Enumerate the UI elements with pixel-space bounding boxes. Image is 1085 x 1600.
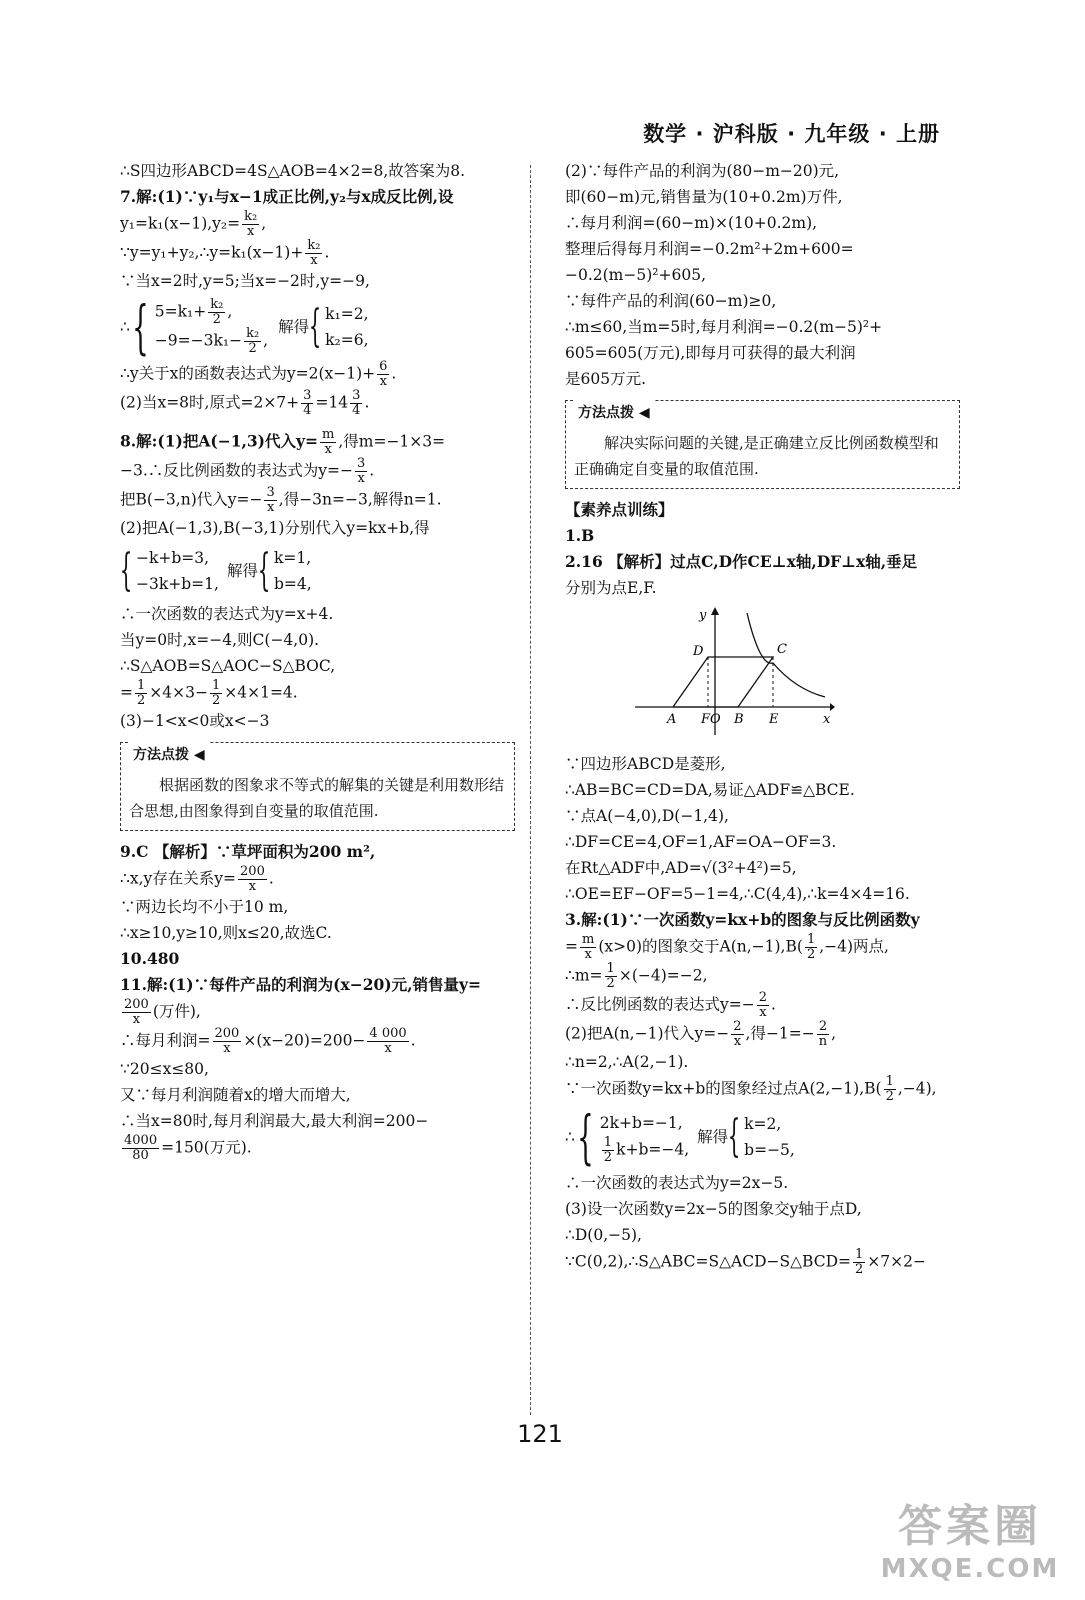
text-line: ∴S四边形ABCD=4S△AOB=4×2=8,故答案为8. (120, 162, 466, 180)
right-column (565, 158, 960, 1277)
tip-body: 解决实际问题的关键,是正确建立反比例函数模型和正确确定自变量的取值范围. (574, 434, 939, 478)
q11-line: 又∵每月利润随着x的增大而增大, (120, 1086, 351, 1104)
fraction: $\frac{\text{k₂}}{x}$ (307, 238, 321, 268)
s1-line: 1.B (565, 526, 595, 545)
equation-system: ∴ { 5=k₁+ $\frac{\text{k₂}}{2}$ , −9=−3k₁− $\frac{\text{k₂}}{2}$ , 解得 { k₁=2, k₂=6, (120, 293, 369, 361)
q8-line: ∴一次函数的表达式为y=x+4. (120, 605, 334, 623)
y-axis-arrow (711, 607, 719, 615)
label-d: D (693, 644, 704, 659)
s2-line: ∴OE=EF−OF=5−1=4,∴C(4,4),∴k=4×4=16. (565, 885, 910, 903)
s2-line: ∵点A(−4,0),D(−1,4), (565, 807, 729, 825)
q11-line: $\frac{4000}{80}$ =150(万元). (124, 1133, 252, 1163)
s3-line: 3.解:(1)∵一次函数y=kx+b的图象与反比例函数y (565, 910, 920, 929)
s3-line: ∵C(0,2),∴S△ABC=S△ACD−S△BCD= $\frac{1}{2}$ ×7×2− (565, 1247, 926, 1277)
q11-line: ∴每月利润= $\frac{200}{x}$ ×(x−20)=200− $\frac{4 000}{x}$ . (120, 1026, 416, 1056)
label-a: A (667, 712, 677, 727)
s2-line: ∴AB=BC=CD=DA,易证△ADF≌△BCE. (565, 781, 855, 799)
q7-line: 7.解:(1)∵y₁与x−1成正比例,y₂与x成反比例,设 (120, 187, 454, 206)
q11-line: ∵20≤x≤80, (120, 1060, 209, 1078)
text-line: 整理后得每月利润=−0.2m²+2m+600= (565, 240, 854, 258)
watermark-text: 答案圈 (898, 1501, 1042, 1552)
label-e: E (769, 712, 779, 727)
s2-line: 分别为点E,F. (565, 579, 657, 597)
q8-line: (2)把A(−1,3),B(−3,1)分别代入y=kx+b,得 (120, 519, 430, 537)
s3-line: ∴D(0,−5), (565, 1226, 642, 1244)
page-number: 121 (517, 1420, 563, 1448)
q7-line: ∴y关于x的函数表达式为y=2(x−1)+ $\frac{6}{x}$ . (120, 359, 397, 389)
q8-line: 8.解:(1)把A(−1,3)代入y= $\frac{m}{x}$ ,得m=−1×3= (120, 427, 446, 457)
s3-line: (2)把A(n,−1)代入y=− $\frac{2}{x}$ ,得−1=− $\frac{2}{n}$ , (565, 1019, 837, 1049)
label-y: y (699, 608, 707, 623)
q9-line: ∴x≥10,y≥10,则x≤20,故选C. (120, 924, 332, 942)
label-b: B (734, 712, 744, 727)
x-axis-arrow (830, 703, 835, 711)
text-line: ∵每件产品的利润(60−m)≥0, (565, 292, 777, 310)
s3-line: ∴m= $\frac{1}{2}$ ×(−4)=−2, (565, 961, 708, 991)
s2-line: ∴DF=CE=4,OF=1,AF=OA−OF=3. (565, 833, 837, 851)
q8-line: 把B(−3,n)代入y=− $\frac{3}{x}$ ,得−3n=−3,解得n=1. (120, 485, 442, 515)
q10-line: 10.480 (120, 949, 180, 968)
q7-line: (2)当x=8时,原式=2×7+ $\frac{3}{4}$ =14 $\frac{3}{4}$ . (120, 388, 370, 418)
equation-system: { −k+b=3, −3k+b=1, 解得 { k=1, b=4, (119, 545, 312, 596)
s2-line: ∵四边形ABCD是菱形, (565, 755, 726, 773)
text-line: −0.2(m−5)²+605, (565, 266, 706, 284)
s3-line: ∵一次函数y=kx+b的图象经过点A(2,−1),B( $\frac{1}{2}$ ,−4), (565, 1074, 937, 1104)
q7-line: ∵y=y₁+y₂,∴y=k₁(x−1)+ $\frac{\text{k₂}}{x}$ . (120, 238, 330, 268)
method-tip-box (565, 400, 960, 489)
label-c: C (777, 642, 787, 657)
q8-line: ∴S△AOB=S△AOC−S△BOC, (120, 657, 336, 675)
q7-line: y₁=k₁(x−1),y₂= $\frac{\text{k₂}}{x}$ , (120, 209, 267, 239)
s3-line: ∴反比例函数的表达式y=− $\frac{2}{x}$ . (565, 990, 776, 1020)
s3-line: (3)设一次函数y=2x−5的图象交y轴于点D, (565, 1200, 862, 1218)
s3-line: ∴n=2,∴A(2,−1). (565, 1053, 689, 1071)
section-title: 【素养点训练】 (565, 500, 674, 519)
text-line: 是605万元. (565, 370, 647, 388)
q9-line: ∴x,y存在关系y= $\frac{200}{x}$ . (120, 864, 274, 894)
s2-line: 2.16 【解析】过点C,D作CE⊥x轴,DF⊥x轴,垂足 (565, 552, 918, 571)
tip-title: 方法点拨 ◀ (129, 742, 209, 768)
rhombus-abcd (673, 657, 773, 707)
q7-line: ∵当x=2时,y=5;当x=−2时,y=−9, (120, 272, 370, 290)
text-line: 605=605(万元),即每月可获得的最大利润 (565, 344, 856, 362)
q8-line: 当y=0时,x=−4,则C(−4,0). (120, 631, 320, 649)
q8-line: −3.∴反比例函数的表达式为y=− $\frac{3}{x}$ . (120, 456, 375, 486)
tip-title: 方法点拨 ◀ (574, 400, 654, 426)
page-header: 数学 · 沪科版 · 九年级 · 上册 (643, 122, 940, 146)
tip-body: 根据函数的图象求不等式的解集的关键是利用数形结合思想,由图象得到自变量的取值范围. (129, 776, 505, 820)
label-fo: FO (701, 712, 721, 727)
q9-line: 9.C 【解析】∵草坪面积为200 m², (120, 842, 376, 861)
q11-line: $\frac{200}{x}$ (万件), (124, 997, 201, 1027)
label-x: x (823, 712, 831, 727)
watermark-url: MXQE.COM (880, 1554, 1060, 1584)
left-column (120, 158, 515, 1163)
fraction: $\frac{\text{k₂}}{x}$ (244, 209, 258, 239)
column-divider (530, 165, 531, 1415)
s2-line: 在Rt△ADF中,AD=√(3²+4²)=5, (565, 859, 797, 877)
rhombus-graph (635, 607, 835, 737)
text-line: ∴每月利润=(60−m)×(10+0.2m), (565, 214, 818, 232)
q8-line: = $\frac{1}{2}$ ×4×3− $\frac{1}{2}$ ×4×1=4. (120, 678, 298, 708)
q11-line: ∴当x=80时,每月利润最大,最大利润=200− (120, 1112, 429, 1130)
watermark-logo (880, 1490, 1060, 1584)
q11-line: 11.解:(1)∵每件产品的利润为(x−20)元,销售量y= (120, 975, 481, 994)
q9-line: ∵两边长均不小于10 m, (120, 898, 289, 916)
text-line: (2)∵每件产品的利润为(80−m−20)元, (565, 162, 840, 180)
q8-line: (3)−1<x<0或x<−3 (120, 712, 270, 730)
equation-system: ∴ { 2k+b=−1, $\frac{1}{2}$ k+b=−4, 解得 { k=2, b=−5, (565, 1103, 795, 1171)
s3-line: = $\frac{m}{x}$ (x>0)的图象交于A(n,−1),B( $\frac{1}{2}$ ,−4)两点, (565, 932, 889, 962)
s3-line: ∴一次函数的表达式为y=2x−5. (565, 1174, 789, 1192)
method-tip-box (120, 742, 515, 831)
text-line: 即(60−m)元,销售量为(10+0.2m)万件, (565, 188, 843, 206)
text-line: ∴m≤60,当m=5时,每月利润=−0.2(m−5)²+ (565, 318, 883, 336)
